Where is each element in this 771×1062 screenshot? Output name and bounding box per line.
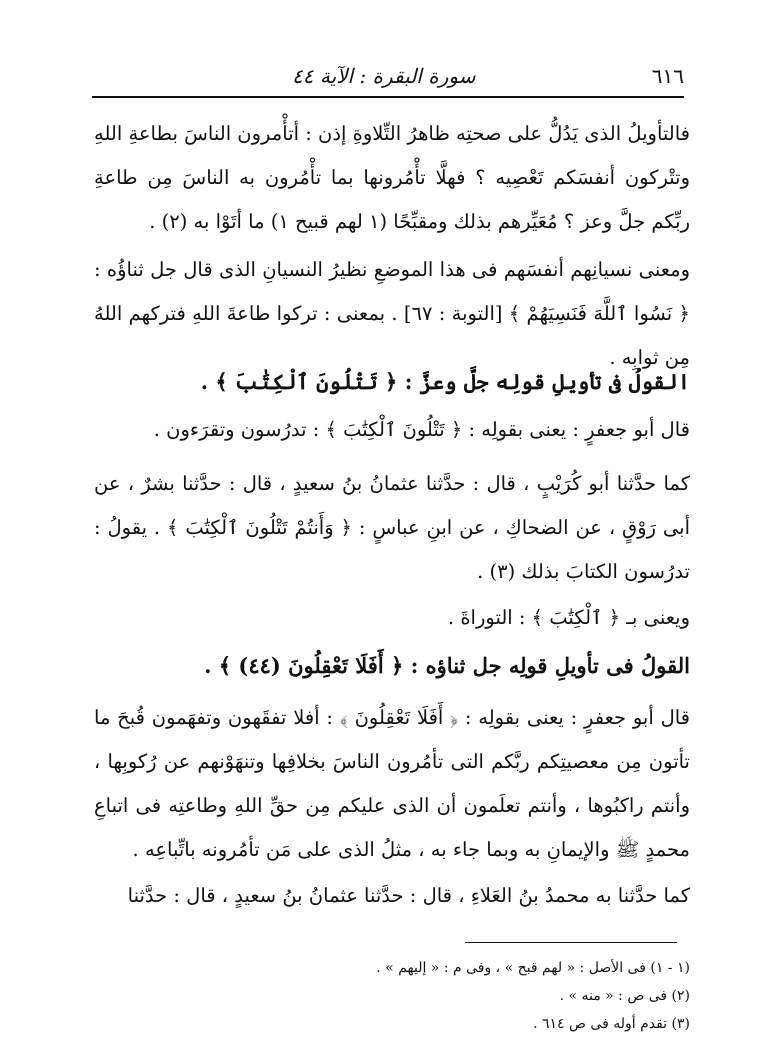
paragraph-1: فالتأويلُ الذى يَدُلُّ على صحتِه ظاهرُ التِّلاوةِ إذن : أتأْمرون الناسَ بطاعةِ اللهِ وتتْركون أنفسَكم تَعْصِيه ؟ فهلَّا تأْمُرونها بما تأْمُرون به الناسَ مِن طاعةِ ربِّكم جلَّ وعز ؟ مُعَيِّرهم بذلك ومقبِّحًا (١ لهم قبيح ١) ما أتَوْا به (٢) . [94, 122, 690, 233]
running-title: سورة البقرة : الآية ٤٤ [292, 64, 476, 88]
section-heading-2: القولُ فى تأويلِ قولِه جل ثناؤه : ﴿ أَفَلَا تَعْقِلُونَ (٤٤) ﴾ . [204, 653, 690, 678]
header-rule [92, 96, 684, 98]
footnote: (١ - ١) فى الأصل : « لهم قبح » ، وفى م : « إليهم » . [376, 960, 690, 976]
footnote: (٢) فى ص : « منه » . [559, 988, 690, 1004]
footnote-rule [465, 942, 677, 943]
section-heading-1: القولُ فى تأويلِ قولِه جلَّ وعزَّ : ﴿ تَتْلُونَ ٱلْكِتَٰبَ ﴾ . [200, 369, 690, 394]
footnotes [94, 954, 690, 1038]
footnote: (٣) تقدم أوله فى ص ٦١٤ . [533, 1016, 690, 1032]
paragraph-4: كما حدَّثنا أبو كُرَيْبٍ ، قال : حدَّثنا عثمانُ بنُ سعيدٍ ، قال : حدَّثنا بشرٌ ، عن أبى رَوْقٍ ، عن الضحاكِ ، عن ابنِ عباسٍ : ﴿ وَأَنتُمْ تَتْلُونَ ٱلْكِتَٰبَ ﴾ . يقولُ : تدرُسون الكتابَ بذلك (٣) . [94, 472, 690, 583]
paragraph-6: قال أبو جعفرٍ : يعنى بقولِه : ﴿ أَفَلَا تَعْقِلُونَ ﴾ : أفلا تفقَهون وتفهَمون قُبحَ ما تأتون مِن معصيتِكم ربَّكم التى تأمُرون الناسَ بخلافِها وتنهَوْنهم عن رُكوبِها ، وأنتم راكبُوها ، وأنتم تعلَمون أن الذى عليكم مِن حقِّ اللهِ وطاعتِه فى اتباعِ محمدٍ ﷺ والإيمانِ به وبما جاء به ، مثلُ الذى على مَن تأمُرونه باتِّباعِه . [94, 706, 690, 861]
paragraph-7: كما حدَّثنا به محمدُ بنُ العَلاءِ ، قال : حدَّثنا عثمانُ بنُ سعيدٍ ، قال : حدَّثنا [127, 884, 690, 907]
page-number: ٦١٦ [651, 64, 684, 88]
paragraph-3: قال أبو جعفرٍ : يعنى بقولِه : ﴿ تَتْلُونَ ٱلْكِتَٰبَ ﴾ : تدرُسون وتقرَءون . [153, 418, 690, 441]
page-header [92, 58, 684, 94]
paragraph-5: ويعنى بـ ﴿ ٱلْكِتَٰبَ ﴾ : التوراةَ . [447, 606, 690, 629]
paragraph-2: ومعنى نسيانِهم أنفسَهم فى هذا الموضعِ نظيرُ النسيانِ الذى قال جل ثناؤُه : ﴿ نَسُوا ٱللَّهَ فَنَسِيَهُمْ ﴾ [التوبة : ٦٧] . بمعنى : تركوا طاعةَ اللهِ فتركهم اللهُ مِن ثوابِه . [94, 258, 690, 369]
